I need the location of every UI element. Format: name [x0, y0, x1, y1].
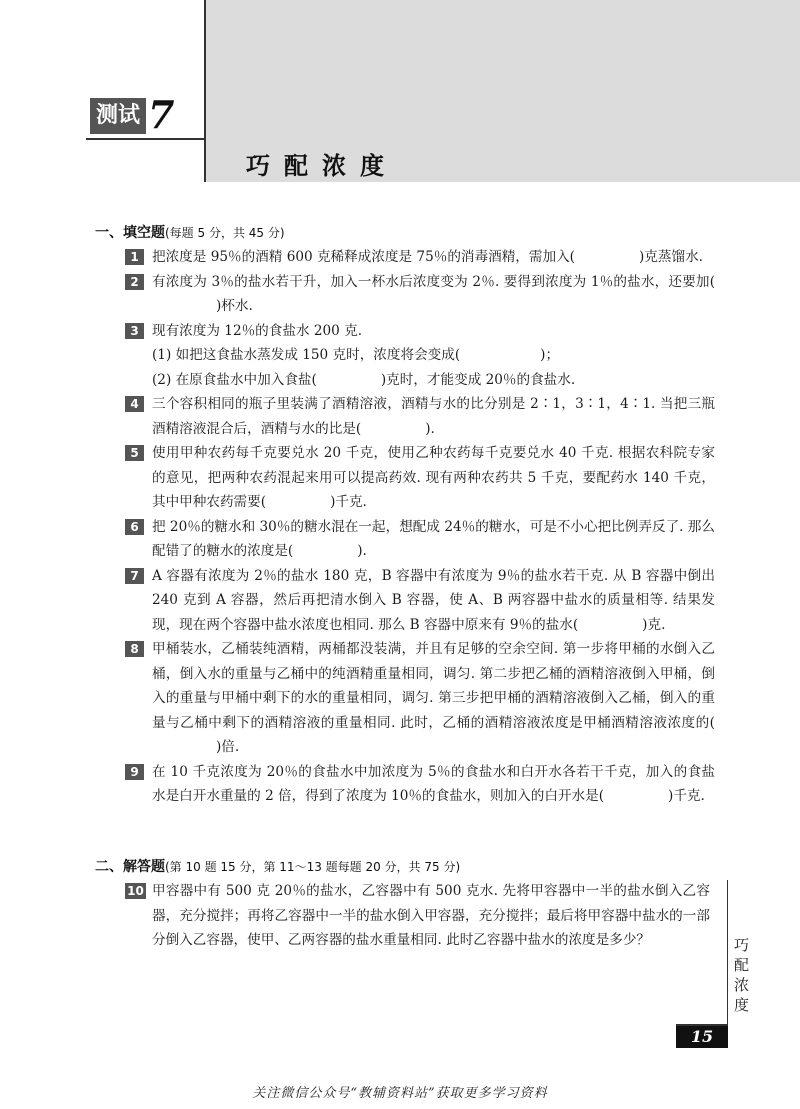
question-text: 在 10 千克浓度为 20％的食盐水中加浓度为 5％的食盐水和白开水各若干千克，加入的食盐水是白开水重量的 2 倍，得到了浓度为 10％的食盐水，则加入的白开水是( — [152, 763, 715, 804]
section1-questions — [125, 245, 715, 809]
question-8 — [125, 637, 715, 760]
sub-text: (2) 在原食盐水中加入食盐( — [152, 371, 317, 388]
question-text: 现有浓度为 12％的食盐水 200 克. — [152, 322, 363, 339]
question-tail: )克. — [642, 616, 666, 633]
sub-question-1 — [152, 343, 715, 368]
question-tail: )倍. — [216, 739, 240, 755]
question-5 — [125, 441, 715, 515]
question-7 — [125, 564, 715, 638]
page-title: 巧配浓度 — [246, 152, 398, 180]
header-divider-vertical — [204, 0, 206, 182]
question-number: 2 — [125, 274, 144, 290]
section2-questions — [125, 879, 710, 953]
sub-tail: )克时，才能变成 20％的食盐水. — [380, 371, 576, 388]
question-number: 4 — [125, 396, 144, 412]
sub-text: (1) 如把这食盐水蒸发成 150 克时，浓度将会变成( — [152, 347, 461, 363]
side-label: 巧配浓度 — [734, 936, 750, 1014]
question-text: 三个容积相同的瓶子里装满了酒精溶液，酒精与水的比分别是 2∶1，3∶1，4∶1. 当把三瓶酒精溶液混合后，酒精与水的比是( — [152, 396, 715, 437]
question-text: 有浓度为 3％的盐水若干升，加入一杯水后浓度变为 2％. 要得到浓度为 1％的盐水，还要加( — [152, 273, 715, 290]
question-2 — [125, 270, 715, 319]
question-tail: )千克. — [330, 494, 367, 510]
question-tail: ). — [425, 420, 435, 437]
question-tail: )杯水. — [216, 298, 253, 314]
section1-title: 一、填空题 — [95, 225, 165, 241]
side-divider — [727, 880, 728, 1045]
question-text: 甲容器中有 500 克 20％的盐水，乙容器中有 500 克水. 先将甲容器中一半的盐水倒入乙容器，充分搅拌；再将乙容器中一半的盐水倒入甲容器，充分搅拌；最后将甲容器中盐水的一部分倒入乙容器，使甲、乙两容器的盐水重量相同. 此时乙容器中盐水的浓度是多少？ — [152, 883, 710, 948]
sub-tail: )； — [540, 347, 560, 363]
question-text: 使用甲种农药每千克要兑水 20 千克，使用乙种农药每千克要兑水 40 千克. 根据农科院专家的意见，把两种农药混起来用可以提高药效. 现有两种农药共 5 千克，要配药水 140 千克，其中甲种农药需要( — [152, 445, 715, 510]
question-text: A 容器有浓度为 2％的盐水 180 克，B 容器中有浓度为 9％的盐水若干克. 从 B 容器中倒出 240 克到 A 容器，然后再把清水倒入 B 容器，使 A、B 两容器中盐水的质量相等. 结果发现，现在两个容器中盐水浓度也相同. 那么 B 容器中原来有 9％的盐水( — [152, 567, 715, 633]
question-number: 5 — [125, 445, 144, 461]
question-number: 9 — [125, 764, 144, 780]
test-label — [90, 92, 175, 137]
question-1 — [125, 245, 715, 270]
question-10 — [125, 879, 710, 953]
question-text: 甲桶装水，乙桶装纯酒精，两桶都没装满，并且有足够的空余空间. 第一步将甲桶的水倒入乙桶，倒入水的重量与乙桶中的纯酒精重量相同，调匀. 第二步把乙桶的酒精溶液倒入甲桶，倒入的重量与甲桶中剩下的水的重量相同，调匀. 第三步把甲桶的酒精溶液倒入乙桶，倒入的重量与乙桶中剩下的酒精溶液的重量相同. 此时，乙桶的酒精溶液浓度是甲桶酒精溶液浓度的( — [152, 641, 715, 731]
test-number: 7 — [148, 92, 175, 137]
question-number: 10 — [125, 883, 146, 899]
question-number: 3 — [125, 323, 144, 339]
question-number: 1 — [125, 249, 144, 265]
section2-note: (第 10 题 15 分，第 11～13 题每题 20 分，共 75 分) — [165, 860, 461, 874]
header-divider-horizontal — [86, 138, 206, 140]
page-number: 15 — [676, 1026, 728, 1048]
section1-note: (每题 5 分，共 45 分) — [165, 226, 285, 240]
question-tail: )千克. — [668, 788, 705, 804]
question-9 — [125, 760, 715, 809]
sub-question-2 — [152, 368, 715, 393]
section1-heading — [95, 222, 285, 242]
question-tail: )克蒸馏水. — [638, 249, 703, 265]
question-3 — [125, 319, 715, 393]
question-text: 把 20％的糖水和 30％的糖水混在一起，想配成 24％的糖水，可是不小心把比例弄反了. 那么配错了的糖水的浓度是( — [152, 518, 715, 559]
question-text: 把浓度是 95％的酒精 600 克稀释成浓度是 75％的消毒酒精，需加入( — [152, 249, 575, 265]
question-4 — [125, 392, 715, 441]
question-number: 6 — [125, 519, 144, 535]
section2-heading — [95, 856, 460, 876]
question-number: 7 — [125, 568, 144, 584]
footer-note: 关注微信公众号“教辅资料站”获取更多学习资料 — [252, 1086, 548, 1101]
question-number: 8 — [125, 641, 144, 657]
question-6 — [125, 515, 715, 564]
section2-title: 二、解答题 — [95, 859, 165, 875]
test-word: 测试 — [90, 98, 146, 134]
question-tail: ). — [357, 543, 367, 559]
